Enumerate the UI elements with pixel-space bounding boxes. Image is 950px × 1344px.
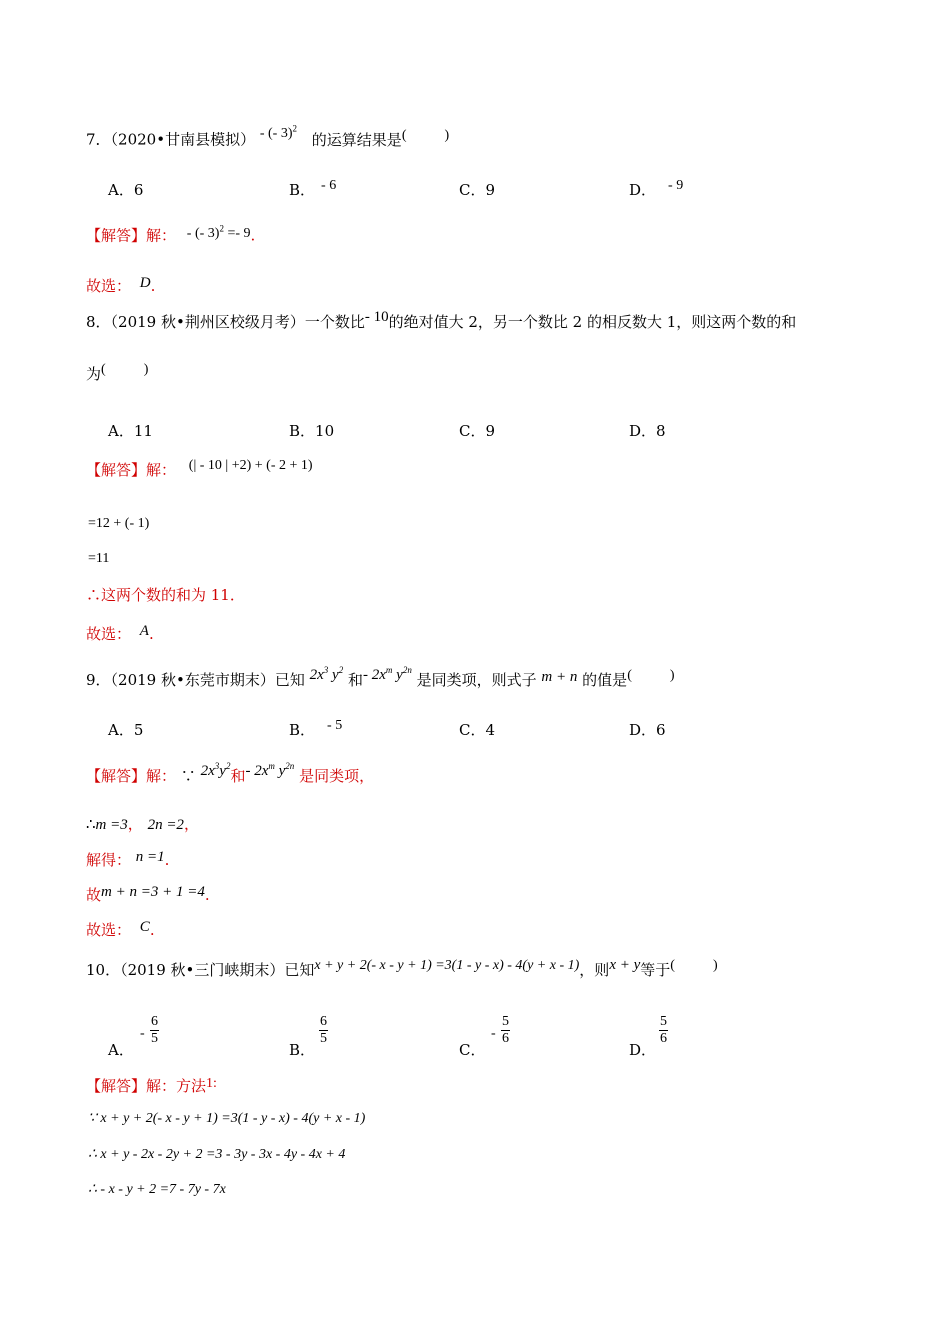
term-base: - 2x [245,763,269,779]
option-value: - 9 [668,178,684,193]
q10-equation: x + y + 2(- x - y + 1) =3(1 - y - x) - 4(y + x - 1) [314,958,580,973]
solve-label: 解得： [86,851,132,869]
q9-paren-open: ( [627,668,632,683]
method-number: 1: [206,1076,217,1091]
term-exp: m [385,665,393,675]
q9-line2 [86,814,199,835]
choose-dot: . [148,625,154,643]
fraction-denominator: 6 [660,1031,667,1046]
q9-m-eq: m =3 [95,817,128,833]
q9-line3 [86,850,169,871]
q10-stem [86,957,718,982]
q10-stem-b: ，则 [579,961,610,979]
q9-answer-term1 [201,763,231,779]
term-y: y [219,763,226,779]
fraction-denominator: 5 [151,1031,158,1046]
q10-line3: ∴ - x - y + 2 =7 - 7y - 7x [88,1182,226,1197]
q8-option-a[interactable] [108,421,153,441]
q7-option-c[interactable] [459,180,495,200]
term-exp: m [268,761,275,771]
option-letter: C． [459,1041,486,1059]
option-letter: D． [629,422,657,440]
q9-answer-term2 [245,763,294,779]
q9-sum: m + n =3 + 1 =4 [101,884,205,900]
q7-tail: 的运算结果是 [311,130,402,149]
q9-line4 [86,885,210,906]
choose-letter: A [139,623,149,639]
option-letter: D． [629,721,657,739]
option-letter: C． [459,181,486,199]
q7-paren-open: ( [401,127,407,143]
answer-tag: 【解答】解：方法 [86,1077,207,1095]
option-value: 5 [133,721,144,739]
term-y: y [278,763,286,779]
answer-expr-rest: =- 9 [223,225,251,241]
option-value: 11 [133,422,153,440]
option-fraction [659,1014,668,1047]
q9-term1 [310,667,344,683]
answer-tag: 【解答】解： [86,767,177,785]
q7-option-d[interactable] [629,180,683,202]
q8-stem-b: 的绝对值大 2，另一个数比 2 的相反数大 1，则这两个数的和 [388,313,797,331]
q8-step1: (| - 10 | +2) + (- 2 + 1) [188,458,313,473]
term-y-exp: 2 [225,761,231,771]
q9-choose [86,920,155,941]
q9-and: 和 [348,671,364,689]
q8-choose [86,624,154,645]
option-letter: A． [108,181,134,199]
choose-letter: C [139,919,150,935]
option-letter: B． [289,1041,316,1059]
option-value: 9 [485,181,496,199]
option-sign: - [491,1026,496,1041]
q10-line2: ∴ x + y - 2x - 2y + 2 =3 - 3y - 3x - 4y - 4x + 4 [88,1147,346,1162]
answer-expr-exp: 2 [219,223,224,233]
option-letter: D． [629,1041,657,1059]
option-value: 10 [315,422,335,440]
q8-option-c[interactable] [459,421,495,441]
q8-answer [86,460,313,482]
q9-stem-c: 的值是 [582,671,628,689]
answer-tag: 【解答】解： [86,226,177,245]
q7-choose [86,276,155,297]
q10-line1: ∵ x + y + 2(- x - y + 1) =3(1 - y - x) - 4(y + x - 1) [88,1111,366,1126]
fraction-numerator: 5 [502,1014,509,1029]
term-y-exp: 2n [285,761,295,771]
q8-paren-close: ) [143,362,149,377]
q8-stem-a: 8．（2019 秋•荆州区校级月考）一个数比 [86,313,365,331]
q7-option-a[interactable] [108,180,143,200]
option-fraction [150,1014,159,1047]
choose-dot: . [149,921,155,939]
option-value: - 6 [321,178,337,193]
q9-paren-close: ) [669,668,675,683]
q7-stem-text: 7．（2020•甘南县模拟） [86,130,256,149]
term-base: - 2x [363,667,386,683]
q7-option-b[interactable] [289,180,336,202]
choose-letter: D [139,275,151,291]
option-letter: C． [459,721,486,739]
q9-answer-tail: 是同类项， [299,767,375,785]
q9-stem [86,666,675,692]
q10-stem-a: 10．（2019 秋•三门峡期末）已知 [86,961,315,979]
option-fraction [319,1014,328,1047]
term-base: 2x [200,763,215,779]
q8-option-b[interactable] [289,421,334,441]
dot: . [204,886,210,904]
q8-step2: =12 + (- 1) [88,516,150,531]
q10-xy: x + y [609,957,641,973]
fraction-numerator: 5 [660,1014,667,1029]
q7-expr-exp: 2 [292,123,298,133]
q9-term2 [363,667,412,683]
comma: ， [183,815,199,833]
option-value: 6 [133,181,144,199]
q8-step3: =11 [88,551,110,566]
fraction-numerator: 6 [320,1014,327,1029]
q7-paren-close: ) [444,127,450,143]
q7-expr-base: - (- 3) [259,125,293,141]
option-value: 8 [656,422,666,440]
option-value: 6 [656,721,666,739]
q9-stem-b: 是同类项，则式子 [416,671,537,689]
q9-option-b[interactable] [289,720,342,742]
q8-paren-open: ( [101,362,106,377]
q9-stem-a: 9．（2019 秋•东莞市期末）已知 [86,671,305,689]
q7-expr [259,123,298,141]
option-fraction [501,1014,510,1047]
term-y-exp: 2 [338,665,344,675]
so-label: 故 [86,886,102,904]
option-sign: - [140,1026,145,1041]
option-value: 9 [485,422,496,440]
fraction-denominator: 5 [320,1031,327,1046]
therefore-symbol: ∴ [86,815,96,833]
choose-label: 故选： [86,625,132,643]
q9-2n-eq: 2n =2 [147,817,184,833]
q8-stem-c: 为 [86,365,102,383]
q9-answer [86,762,374,787]
answer-expr-base: - (- 3) [186,225,220,241]
q10-paren-close: ) [712,958,718,973]
q7-stem [86,123,450,152]
q8-conclusion: ∴这两个数的和为 11． [86,586,245,604]
fraction-denominator: 6 [502,1031,509,1046]
term-exp: 3 [323,665,329,675]
option-letter: B． [289,721,316,739]
q8-stem-2 [86,364,148,386]
option-letter: A． [108,422,134,440]
q9-option-d[interactable] [629,720,666,740]
term-base: 2x [309,667,324,683]
option-letter: B． [289,181,316,199]
q8-stem [86,309,797,333]
answer-dot: . [250,226,256,245]
option-value: 4 [485,721,496,739]
q9-n-eq: n =1 [135,849,165,865]
q9-option-a[interactable] [108,720,143,740]
option-letter: D． [629,181,657,199]
q8-num: - 10 [364,309,389,325]
term-y-exp: 2n [402,665,412,675]
q10-stem-c: 等于 [640,961,671,979]
choose-label: 故选： [86,277,132,295]
term-y: y [332,667,339,683]
because-symbol: ∵ [180,767,196,785]
q7-answer-expr [186,223,251,241]
option-letter: A． [108,1041,134,1059]
answer-tag: 【解答】解： [86,461,177,479]
option-letter: C． [459,422,486,440]
fraction-numerator: 6 [151,1014,158,1029]
q8-option-d[interactable] [629,421,666,441]
comma: ， [127,815,143,833]
q9-mn: m + n [541,669,578,685]
option-letter: A． [108,721,134,739]
choose-dot: . [150,277,156,295]
choose-label: 故选： [86,921,132,939]
q10-answer [86,1076,217,1098]
term-y: y [396,667,403,683]
dot: . [164,851,170,869]
q9-answer-and: 和 [230,767,246,785]
term-exp: 3 [214,761,220,771]
q9-option-c[interactable] [459,720,495,740]
q7-answer [86,222,255,248]
option-letter: B． [289,422,316,440]
option-value: - 5 [327,718,343,733]
q10-paren-open: ( [670,958,675,973]
